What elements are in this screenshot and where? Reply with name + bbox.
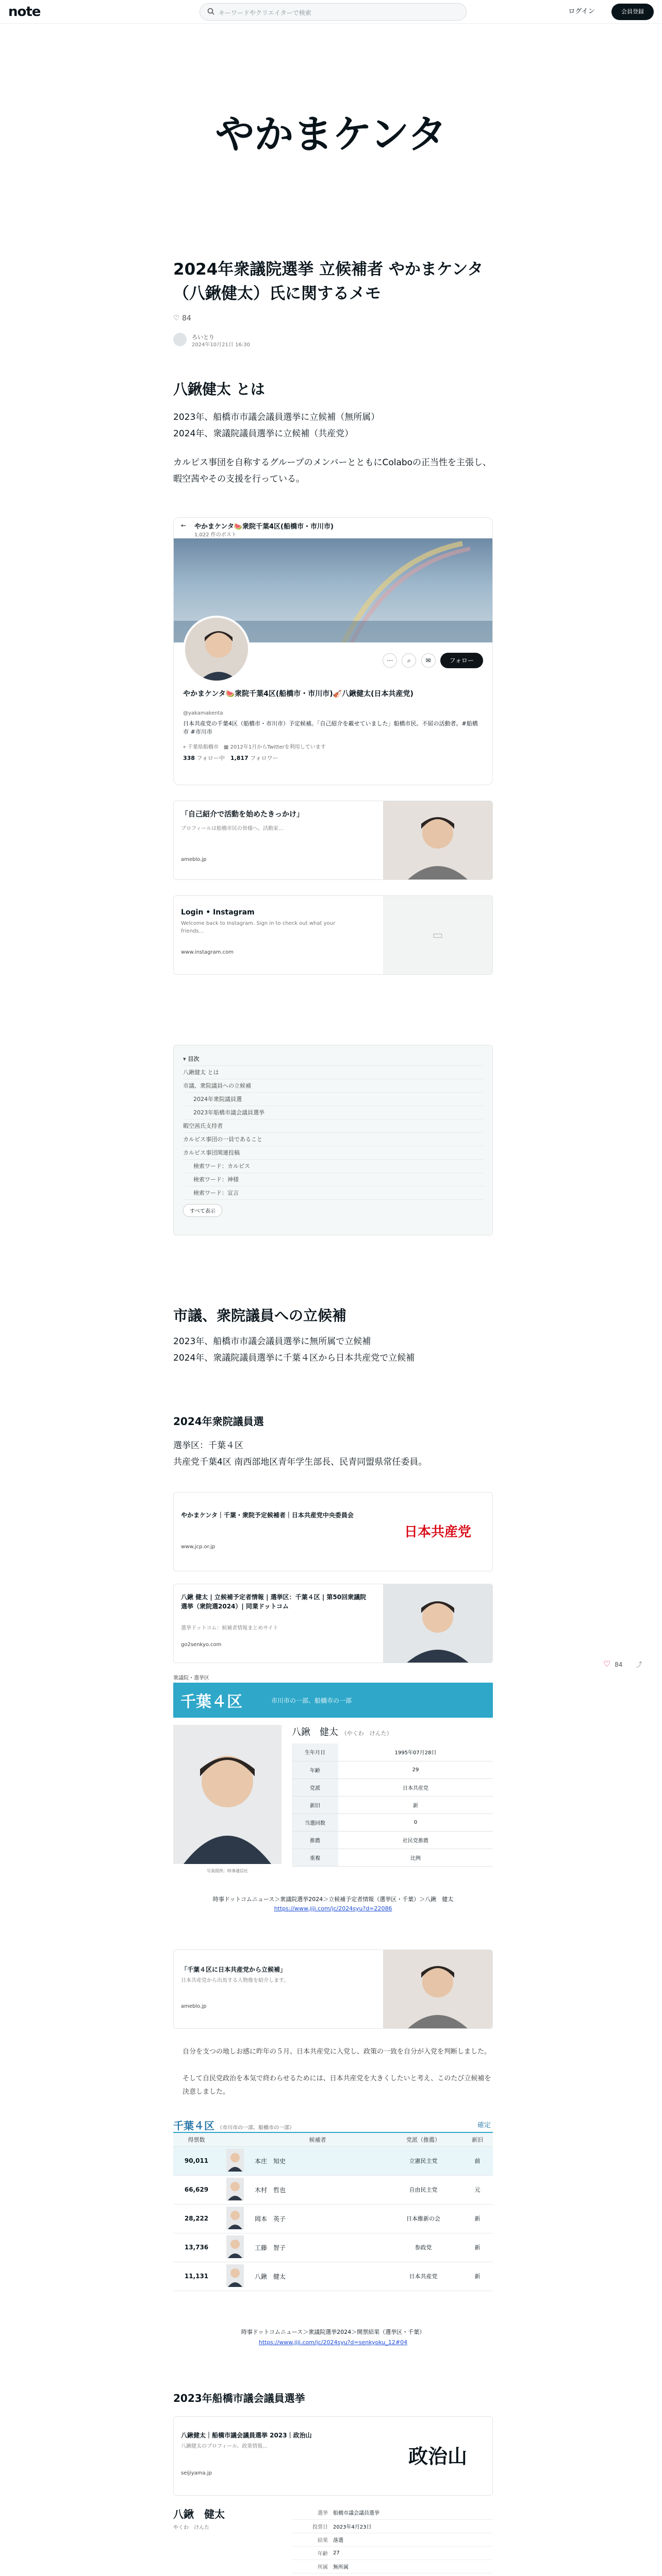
status: 前 bbox=[462, 2146, 493, 2175]
paragraph: 2023年、船橋市市議会議員選挙に立候補（無所属） 2024年、衆議院議員選挙に立候補（共産党） bbox=[173, 412, 380, 439]
show-all-button[interactable]: すべて表示 bbox=[183, 1204, 222, 1217]
card-desc: プロフィールは船橋市民の皆様へ。活動家... bbox=[181, 826, 284, 832]
detail-row bbox=[292, 2573, 493, 2576]
column-header: 新旧 bbox=[462, 2133, 493, 2146]
search-icon bbox=[207, 8, 214, 15]
profile-actions bbox=[383, 653, 483, 668]
toc-item[interactable]: 検索ワード：神様 bbox=[183, 1173, 483, 1187]
search-icon[interactable]: ⌕ bbox=[402, 653, 416, 668]
author-name[interactable]: ろいとり bbox=[192, 334, 214, 341]
candidate-name: 本庄 知史 bbox=[251, 2146, 385, 2175]
vote-count: 66,629 bbox=[173, 2175, 220, 2204]
toc-label[interactable]: ▾ 目次 bbox=[183, 1053, 483, 1066]
detail-label: 当選回数 bbox=[292, 1814, 338, 1831]
column-header: 得票数 bbox=[173, 2133, 220, 2146]
detail-label: 生年月日 bbox=[292, 1743, 338, 1761]
table-row bbox=[173, 2146, 493, 2175]
link-card[interactable] bbox=[173, 1492, 493, 1571]
floating-actions bbox=[603, 1659, 642, 1669]
party: 日本共産党 bbox=[385, 2262, 462, 2291]
avatar[interactable] bbox=[173, 333, 187, 346]
subsection-heading: 2024年衆院議員選 bbox=[173, 1415, 264, 1428]
detail-label: 所属 bbox=[292, 2560, 333, 2573]
detail-value: 社民党推薦 bbox=[338, 1831, 493, 1849]
card-thumbnail bbox=[383, 801, 492, 879]
card-desc: 日本共産党から出馬する人物像を紹介します。 bbox=[181, 1978, 289, 1984]
toc-item[interactable]: 2024年衆院議員選 bbox=[183, 1093, 483, 1106]
detail-value: 2023年4月23日 bbox=[333, 2519, 493, 2533]
source-caption: 時事ドットコムニュース＞衆議院選挙2024＞開票結果（選挙区・千葉） bbox=[241, 2329, 425, 2335]
section-heading: 八鍬健太 とは bbox=[173, 381, 265, 398]
profile-meta: ⌖ 千葉県船橋市 ▦ 2012年1月からTwitterを利用しています bbox=[183, 744, 326, 750]
card-title: Login • Instagram bbox=[181, 908, 255, 917]
district-banner bbox=[173, 1683, 493, 1718]
author-info bbox=[173, 332, 493, 347]
block-caption: 衆議院・選挙区 bbox=[173, 1675, 209, 1681]
card-title: 「千葉４区に日本共産党から立候補」 bbox=[181, 1966, 287, 1973]
detail-row bbox=[292, 1761, 493, 1778]
detail-row bbox=[292, 2533, 493, 2546]
detail-row bbox=[292, 1831, 493, 1849]
candidate-thumb bbox=[220, 2204, 251, 2233]
toc-item[interactable]: 2023年船橋市議会議員選挙 bbox=[183, 1106, 483, 1120]
vote-count: 13,736 bbox=[173, 2233, 220, 2262]
jcp-logo: 日本共産党 bbox=[404, 1524, 471, 1540]
detail-label bbox=[292, 2573, 333, 2576]
link-card[interactable] bbox=[173, 2416, 493, 2496]
column-header: 候補者 bbox=[251, 2133, 385, 2146]
card-title: 「自己紹介で活動を始めたきっかけ」 bbox=[181, 810, 304, 819]
detail-row bbox=[292, 2519, 493, 2533]
post-count: 1,022 件のポスト bbox=[194, 532, 237, 538]
candidate-thumb bbox=[220, 2262, 251, 2291]
link-card[interactable] bbox=[173, 1584, 493, 1663]
subsection-heading: 2023年船橋市議会議員選挙 bbox=[173, 2392, 305, 2404]
candidate-thumb bbox=[220, 2146, 251, 2175]
status: 新 bbox=[462, 2233, 493, 2262]
link-card[interactable] bbox=[173, 801, 493, 880]
bio: 日本共産党の千葉4区（船橋市・市川市）予定候補。「自己紹介を載せていました」船橋市民。不屈の活動者。#船橋市 #市川市 bbox=[183, 720, 478, 735]
quote-text: そして自民党政治を本気で終わらせるためには、日本共産党を大きくしたいと考え、このたび立候補を決意しました。 bbox=[183, 2075, 491, 2096]
detail-label: 投票日 bbox=[292, 2519, 333, 2533]
like-count: 84 bbox=[615, 1661, 623, 1668]
candidate-name: 八鍬 健太 bbox=[173, 2508, 225, 2520]
detail-label: 重複 bbox=[292, 1849, 338, 1866]
search-bar[interactable] bbox=[200, 3, 467, 21]
publish-date: 2024年10月21日 16:30 bbox=[192, 342, 250, 348]
column-header bbox=[220, 2133, 251, 2146]
district-title: 千葉４区 bbox=[180, 1693, 242, 1711]
district-sub: 市川市の一部、船橋市の一部 bbox=[271, 1697, 352, 1704]
display-name: やかまケンタ🍉衆院千葉4区(船橋市・市川市)🎻八鍬健太(日本共産党) bbox=[183, 690, 413, 698]
party: 立憲民主党 bbox=[385, 2146, 462, 2175]
toc-item[interactable]: カルピス事団の一員であること bbox=[183, 1133, 483, 1146]
x-profile-embed[interactable] bbox=[173, 517, 493, 785]
paragraph: カルピス事団を自称するグループのメンバーとともにColaboの正当性を主張し、暇空茜やその支援を行っている。 bbox=[173, 457, 492, 484]
like-row bbox=[173, 314, 493, 326]
toc-item[interactable]: 八鍬健太 とは bbox=[183, 1066, 483, 1079]
table-row bbox=[173, 2175, 493, 2204]
profile-photo[interactable] bbox=[183, 616, 250, 683]
link-card[interactable] bbox=[173, 895, 493, 975]
detail-label: 選挙 bbox=[292, 2506, 333, 2519]
candidate-thumb bbox=[220, 2233, 251, 2262]
follow-button[interactable]: フォロー bbox=[440, 653, 483, 668]
candidate-kana: やくわ けんた bbox=[173, 2525, 209, 2531]
card-title: やかまケンタ｜千葉・衆院予定候補者｜日本共産党中央委員会 bbox=[181, 1512, 354, 1519]
source-link[interactable]: https://www.jiji.com/jc/2024syu?d=senkyoku_12#04 bbox=[258, 2339, 408, 2346]
table-of-contents bbox=[173, 1045, 493, 1235]
vote-count: 28,222 bbox=[173, 2204, 220, 2233]
detail-value: 1995年07月28日 bbox=[338, 1743, 493, 1761]
note-logo[interactable]: note bbox=[8, 4, 41, 20]
candidate-name: 工藤 智子 bbox=[251, 2233, 385, 2262]
like-count: 84 bbox=[182, 314, 191, 323]
detail-value: 新 bbox=[338, 1796, 493, 1814]
table-row bbox=[173, 2204, 493, 2233]
detail-row bbox=[292, 2506, 493, 2519]
detail-value: 船橋市議会議員選挙 bbox=[333, 2506, 493, 2519]
image-placeholder-icon: ▭ bbox=[383, 896, 492, 974]
card-url: www.jcp.or.jp bbox=[181, 1544, 216, 1550]
detail-row bbox=[292, 1743, 493, 1761]
confirmed-badge: 確定 bbox=[477, 2122, 491, 2129]
card-title: 八鍬健太｜船橋市議会議員選挙 2023｜政治山 bbox=[181, 2432, 312, 2439]
results-header bbox=[173, 2117, 493, 2133]
column-header: 党派（推薦） bbox=[385, 2133, 462, 2146]
election-info-block bbox=[173, 1673, 493, 1912]
handle: @yakamakenta bbox=[183, 710, 223, 716]
detail-row bbox=[292, 1849, 493, 1866]
vote-count: 11,131 bbox=[173, 2262, 220, 2291]
candidate-photo bbox=[173, 1725, 282, 1864]
card-desc: 選挙ドットコム：候補者情報まとめサイト bbox=[181, 1625, 278, 1631]
section-heading: 市議、衆院議員への立候補 bbox=[173, 1307, 347, 1324]
party: 参政党 bbox=[385, 2233, 462, 2262]
status: 新 bbox=[462, 2262, 493, 2291]
card-url: seijiyama.jp bbox=[181, 2470, 212, 2476]
status: 新 bbox=[462, 2204, 493, 2233]
toc-item[interactable]: 市議、衆院議員への立候補 bbox=[183, 1079, 483, 1093]
location-icon: ⌖ bbox=[183, 744, 186, 750]
candidate-name: 八鍬 健太 bbox=[251, 2262, 385, 2291]
candidate-details bbox=[292, 2506, 493, 2576]
toc-item[interactable]: 検索ワード：宣言 bbox=[183, 1187, 483, 1200]
detail-value: 29 bbox=[338, 1761, 493, 1778]
back-arrow-icon[interactable]: ← bbox=[181, 522, 187, 529]
detail-row bbox=[292, 2560, 493, 2573]
vote-count: 90,011 bbox=[173, 2146, 220, 2175]
card-thumbnail bbox=[383, 1950, 492, 2028]
detail-row bbox=[292, 1814, 493, 1831]
detail-value: 0 bbox=[338, 1814, 493, 1831]
quote-text: 自分を支つの地しお感に昨年の５月、日本共産党に入党し、政策の一致を自分が入党を判断しました。 bbox=[183, 2048, 491, 2056]
login-button[interactable]: ログイン bbox=[568, 8, 595, 15]
detail-label: 年齢 bbox=[292, 2546, 333, 2560]
candidate-2023-block bbox=[173, 2506, 493, 2576]
signup-button[interactable]: 会員登録 bbox=[611, 4, 654, 20]
photo-caption: 写真提供：時事通信社 bbox=[207, 1869, 248, 1873]
candidate-name: 岡本 英子 bbox=[251, 2204, 385, 2233]
card-url: ameblo.jp bbox=[181, 2004, 207, 2009]
detail-row bbox=[292, 1778, 493, 1796]
toc-item[interactable]: 検索ワード：カルピス bbox=[183, 1160, 483, 1173]
detail-label: 推薦 bbox=[292, 1831, 338, 1849]
source-caption: 時事ドットコムニュース＞衆議院選挙2024＞立候補予定者情報（選挙区・千葉）＞八鍬 健太 bbox=[212, 1896, 454, 1903]
detail-label: 党派 bbox=[292, 1778, 338, 1796]
card-desc: Welcome back to Instagram. Sign in to check out what your friends... bbox=[181, 921, 336, 934]
card-title: 八鍬 健太 | 立候補予定者情報 | 選挙区：千葉４区 | 第50回衆議院選挙（衆院選2024）| 同業ドットコム bbox=[181, 1594, 367, 1610]
share-icon[interactable]: ⤴ bbox=[636, 1661, 642, 1668]
detail-value: 比例 bbox=[338, 1849, 493, 1866]
results-table-block bbox=[173, 2117, 493, 2321]
status: 元 bbox=[462, 2175, 493, 2204]
candidate-name: 八鍬 健太 （やくわ けんた） bbox=[292, 1727, 392, 1738]
creator-name[interactable]: やかまケンタ bbox=[215, 111, 447, 157]
results-subtitle: （市川市の一部、船橋市の一部） bbox=[217, 2125, 295, 2131]
source-link[interactable]: https://www.jiji.com/jc/2024syu?d=22086 bbox=[274, 1905, 392, 1912]
detail-row bbox=[292, 2546, 493, 2560]
more-icon[interactable]: ⋯ bbox=[383, 653, 397, 668]
candidate-thumb bbox=[220, 2175, 251, 2204]
candidate-name: 木村 哲也 bbox=[251, 2175, 385, 2204]
detail-label: 結果 bbox=[292, 2533, 333, 2546]
site-header bbox=[0, 0, 662, 24]
detail-value: 落選 bbox=[333, 2533, 493, 2546]
results-title: 千葉４区 bbox=[173, 2120, 214, 2132]
link-card[interactable] bbox=[173, 1950, 493, 2029]
heart-icon[interactable]: ♡ bbox=[173, 314, 180, 323]
detail-value bbox=[333, 2573, 493, 2576]
detail-label: 新旧 bbox=[292, 1796, 338, 1814]
detail-row bbox=[292, 1796, 493, 1814]
detail-value: 27 bbox=[333, 2546, 493, 2560]
calendar-icon: ▦ bbox=[223, 744, 229, 750]
heart-icon[interactable]: ♡ bbox=[603, 1659, 611, 1669]
seijiyama-logo: 政治山 bbox=[408, 2445, 467, 2468]
candidate-details bbox=[292, 1743, 493, 1867]
card-url: ameblo.jp bbox=[181, 857, 207, 862]
party: 自由民主党 bbox=[385, 2175, 462, 2204]
search-placeholder: キーワードやクリエイターで検索 bbox=[219, 9, 311, 16]
card-url: www.instagram.com bbox=[181, 950, 234, 955]
x-profile-title: やかまケンタ🍉衆院千葉4区(船橋市・市川市) bbox=[194, 523, 334, 531]
quote-block bbox=[173, 2045, 493, 2099]
paragraph: 選挙区：千葉４区 共産党千葉4区 南西部地区青年学生部長、民青同盟県常任委員。 bbox=[173, 1440, 427, 1467]
card-url: go2senkyo.com bbox=[181, 1642, 222, 1648]
article-body bbox=[173, 258, 493, 2576]
mail-icon[interactable]: ✉ bbox=[421, 653, 436, 668]
card-desc: 八鍬健太のプロフィール、政策情報... bbox=[181, 2444, 268, 2449]
toc-item[interactable]: カルピス事団関連投稿 bbox=[183, 1146, 483, 1160]
paragraph: 2023年、船橋市市議会議員選挙に無所属で立候補 2024年、衆議院議員選挙に千葉４区から日本共産党で立候補 bbox=[173, 1336, 415, 1363]
follow-stats[interactable]: 338 フォロー中 1,817 フォロワー bbox=[183, 755, 278, 761]
detail-value: 日本共産党 bbox=[338, 1778, 493, 1796]
detail-label: 年齢 bbox=[292, 1761, 338, 1778]
party: 日本維新の会 bbox=[385, 2204, 462, 2233]
toc-item[interactable]: 暇空茜氏支持者 bbox=[183, 1120, 483, 1133]
article-title: 2024年衆議院選挙 立候補者 やかまケンタ（八鍬健太）氏に関するメモ bbox=[173, 260, 484, 303]
results-table bbox=[173, 2133, 493, 2291]
detail-value: 無所属 bbox=[333, 2560, 493, 2573]
card-thumbnail bbox=[383, 1584, 492, 1663]
table-row bbox=[173, 2233, 493, 2262]
chevron-down-icon: ▾ bbox=[183, 1056, 188, 1062]
table-row bbox=[173, 2262, 493, 2291]
